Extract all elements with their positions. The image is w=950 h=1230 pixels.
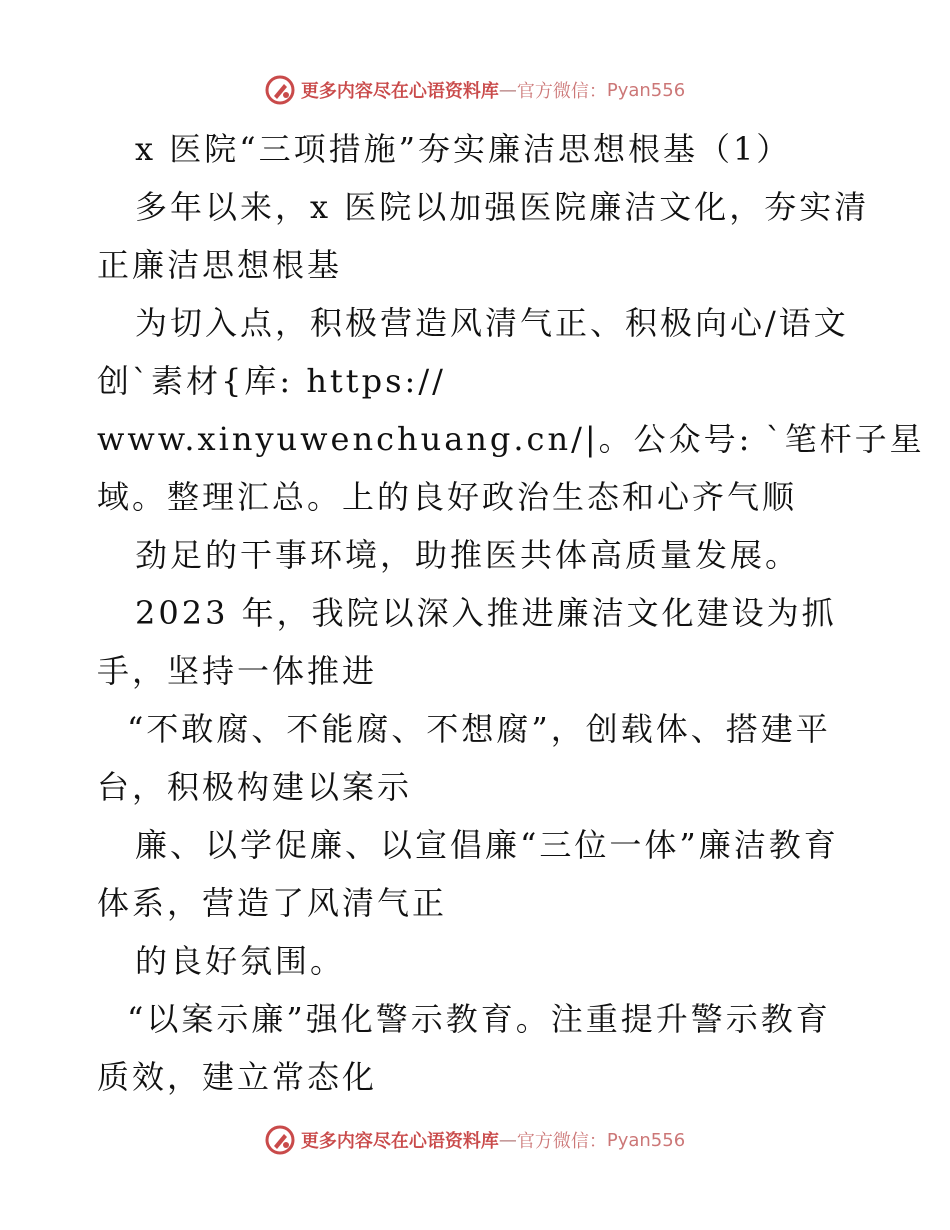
banner-suffix: 官方微信： [516, 81, 607, 102]
paragraph-line: “以案示廉”强化警示教育。注重提升警示教育 [127, 1000, 831, 1038]
pen-logo-icon [265, 1125, 295, 1155]
paragraph-line: 多年以来，x 医院以加强医院廉洁文化，夯实清 [135, 188, 870, 226]
banner-dash: — [498, 1129, 517, 1151]
paragraph-line: “不敢腐、不能腐、不想腐”，创载体、搭建平 [127, 710, 831, 748]
paragraph-line: 正廉洁思想根基 [97, 246, 343, 284]
banner-prefix: 更多内容尽在心语资料库 [300, 81, 499, 102]
paragraph-line: 廉、以学促廉、以宣倡廉“三位一体”廉洁教育 [135, 826, 839, 864]
paragraph-line: 的良好氛围。 [135, 942, 346, 980]
paragraph-line: 体系，营造了风清气正 [97, 884, 448, 922]
banner-dash: — [498, 79, 517, 101]
footer-watermark-banner [0, 1120, 950, 1160]
paragraph-line: 质效，建立常态化 [97, 1058, 378, 1096]
document-title: x 医院“三项措施”夯实廉洁思想根基（1） [135, 130, 792, 168]
paragraph-line: 台，积极构建以案示 [97, 768, 413, 806]
header-watermark-banner [0, 70, 950, 110]
paragraph-line: www.xinyuwenchuang.cn/|。公众号: `笔杆子星 [97, 420, 925, 458]
pen-logo-icon [265, 75, 295, 105]
document-body [97, 120, 925, 1106]
banner-account: Pyan556 [606, 79, 686, 101]
banner-prefix: 更多内容尽在心语资料库 [300, 1131, 499, 1152]
paragraph-line: 手，坚持一体推进 [97, 652, 378, 690]
paragraph-line: 域。整理汇总。上的良好政治生态和心齐气顺 [97, 478, 798, 516]
paragraph-line: 2023 年，我院以深入推进廉洁文化建设为抓 [135, 594, 837, 632]
paragraph-line: 创`素材{库: https:// [97, 362, 446, 400]
paragraph-line: 劲足的干事环境，助推医共体高质量发展。 [135, 536, 801, 574]
paragraph-line: 为切入点，积极营造风清气正、积极向心/语文 [135, 304, 849, 342]
banner-suffix: 官方微信： [516, 1131, 607, 1152]
banner-account: Pyan556 [606, 1129, 686, 1151]
